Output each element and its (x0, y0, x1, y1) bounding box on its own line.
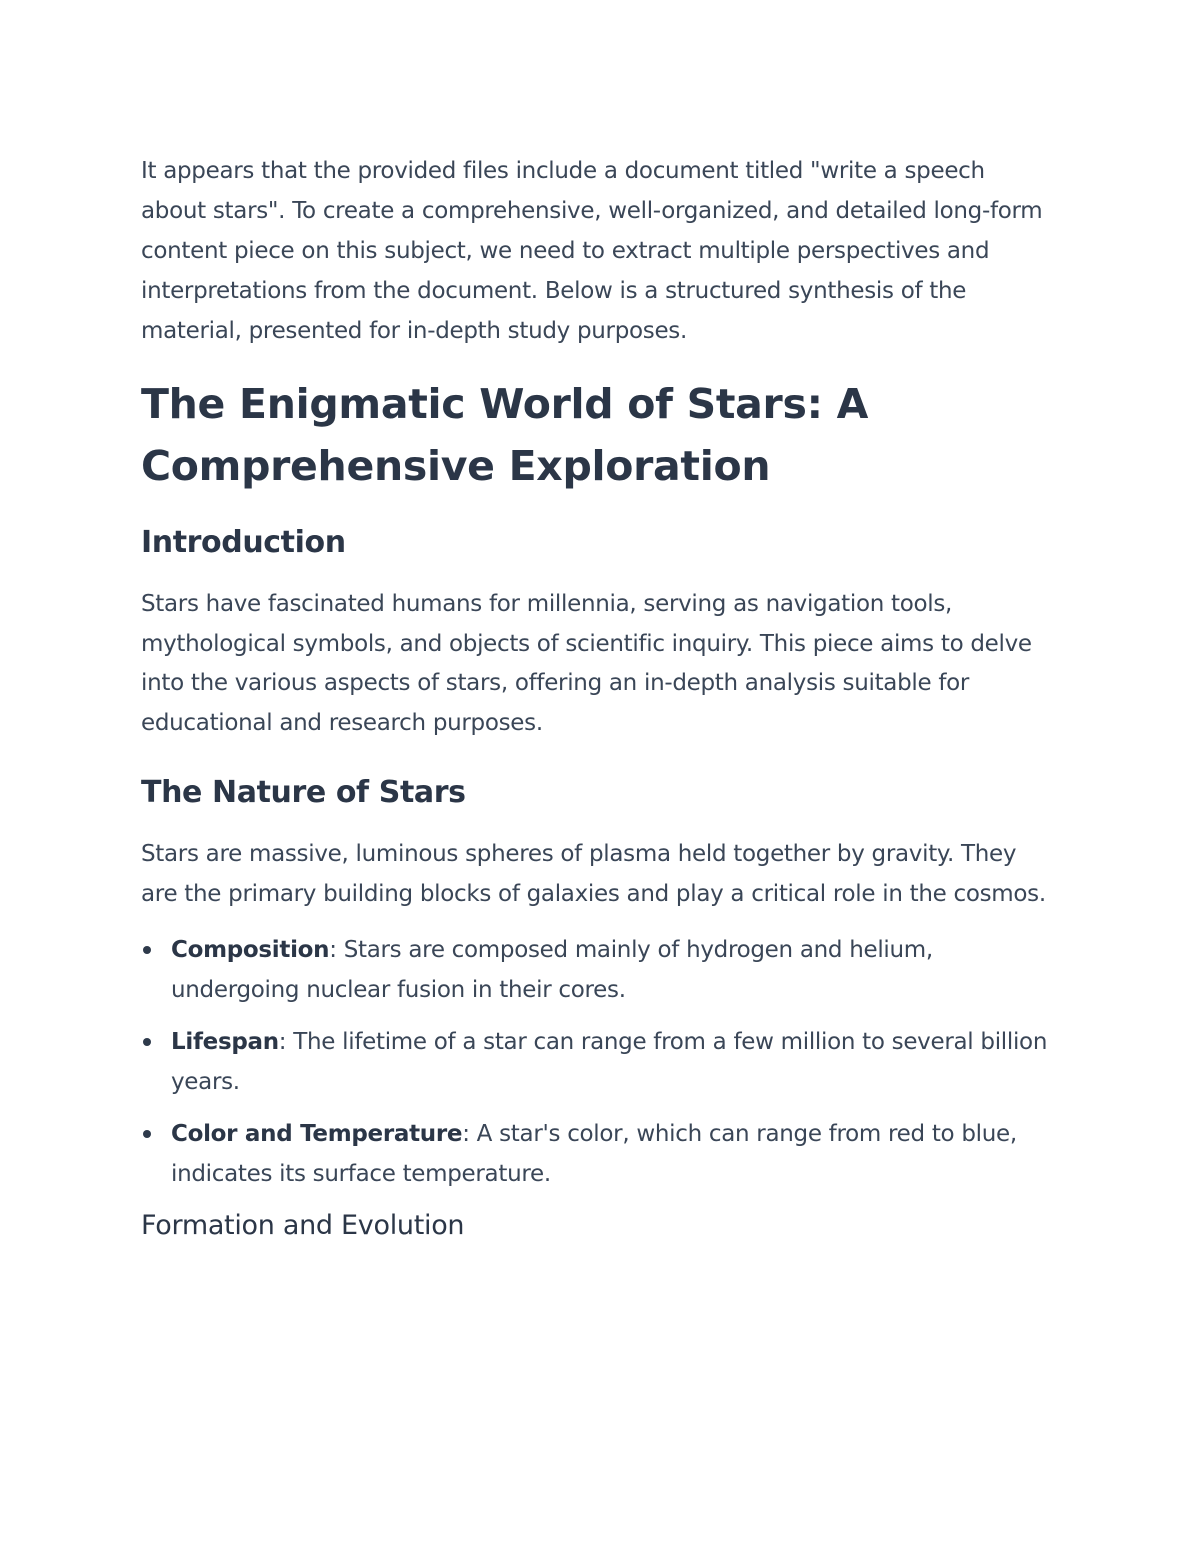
formation-heading: Formation and Evolution (141, 1210, 465, 1241)
bullet-icon (143, 1038, 151, 1046)
document-page (141, 151, 1051, 1244)
bullet-icon (143, 1130, 151, 1138)
intro-paragraph: It appears that the provided files include a document titled "write a speech about stars". To create a comprehensive, well-organized, and detailed long-form content piece on this subject, we need to extract multiple perspectives and interpretations from the document. Below is a structured synthesis of the material, presented for in-depth study purposes. (141, 158, 1043, 344)
document-title: The Enigmatic World of Stars: A Comprehensive Exploration (141, 380, 869, 490)
list-item (141, 1022, 1051, 1102)
introduction-paragraph: Stars have fascinated humans for millennia, serving as navigation tools, mythological symbols, and objects of scientific inquiry. This piece aims to delve into the various aspects of stars, offering an in-depth analysis suitable for educational and research purposes. (141, 591, 1032, 736)
list-item-term: Composition (171, 937, 330, 963)
list-item-text: : A star's color, which can range from red to blue, indicates its surface temperature. (171, 1121, 1017, 1187)
nature-of-stars-paragraph: Stars are massive, luminous spheres of plasma held together by gravity. They are the primary building blocks of galaxies and play a critical role in the cosmos. (141, 841, 1046, 907)
list-item-term: Lifespan (171, 1029, 279, 1055)
introduction-heading: Introduction (141, 525, 346, 560)
star-properties-list (141, 930, 1051, 1194)
nature-of-stars-heading: The Nature of Stars (141, 775, 466, 810)
bullet-icon (143, 946, 151, 954)
list-item (141, 1114, 1051, 1194)
list-item (141, 930, 1051, 1010)
list-item-text: : The lifetime of a star can range from a few million to several billion years. (171, 1029, 1048, 1095)
list-item-text: : Stars are composed mainly of hydrogen and helium, undergoing nuclear fusion in their cores. (171, 937, 933, 1003)
list-item-term: Color and Temperature (171, 1121, 463, 1147)
